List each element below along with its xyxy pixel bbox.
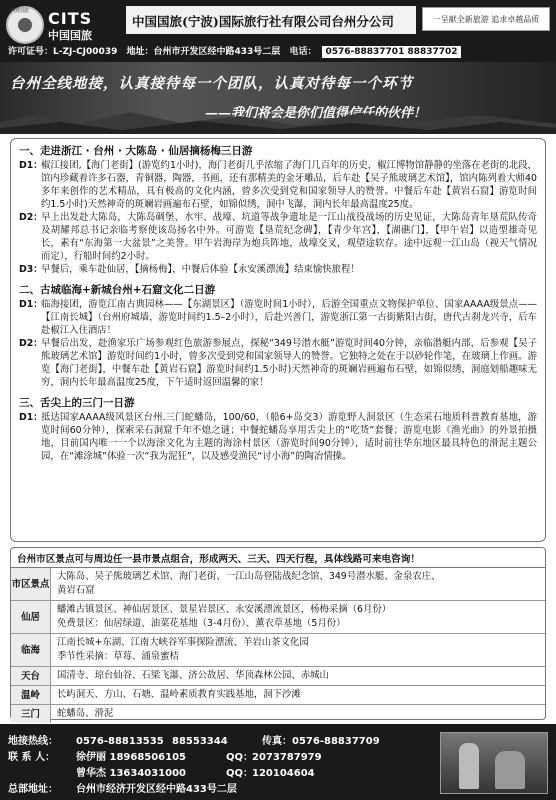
tour-1-day-3: [19, 263, 537, 276]
attraction-line: 蟠滩古镇景区、神仙居景区、景星岩景区、永安溪漂流景区，杨梅采摘（6月份）: [57, 604, 392, 615]
contact-label: 联 系 人：: [8, 752, 55, 763]
fax-label: 传真：: [262, 736, 292, 747]
contact-2: 曾华杰 13634031000: [76, 768, 187, 779]
attraction-row-city: [11, 568, 545, 601]
rock-landscape-image: [440, 732, 548, 794]
attraction-line: 免费景区：仙居绿道、油菜花基地（3-4月份）、薰衣草基地（5月份）: [57, 618, 346, 629]
tour-3-day-1: [19, 411, 537, 463]
attraction-row-xianju: [11, 601, 545, 634]
banner-line-2: ——我们将会是你们值得信任的伙伴！: [205, 106, 427, 121]
day-text: 椒江接团,【海门老街】(游览约1小时)，海门老街几乎浓缩了海门几百年的历史，椒江博物馆静静的坐落在老街的北段，馆内珍藏着许多石器，青铜器，陶器，书画，还有那精美的金牙雕品，后车赴【吴子熊玻璃艺术馆】，馆内陈列着大师40多年来创作的艺术精品，具有极高的文化内涵，曾多次受到党和国家领导人的赞誉。中餐后车赴【黄岩石窟】游览时间约1.5小时)天然神奇的斑斓岩画遍布石壁，如锦似绣，洞中飞瀑，洞内长年最高温度25度。: [41, 160, 537, 210]
logo-small-text: 中国国旅: [9, 8, 30, 14]
tour-1-day-1: [19, 159, 537, 211]
fax-value: 0576-88837709: [292, 736, 380, 747]
tour-2-title: 二、古城临海+新城台州+石窟文化二日游: [19, 284, 216, 296]
hotline-1: 0576-88813535: [76, 736, 164, 747]
phone-label: 电话：: [289, 47, 317, 57]
day-text: 早上出发赴大陈岛，大陈岛碉堡、水牢、战壕、坑道等战争遗址是一江山战役战场的历史见证，大陈岛青年垦荒队传奇及胡耀邦总书记亲临考察使该岛扬名中外。可游览【垦荒纪念碑】，【青少年宫】，【湖礁门】，【甲午岩】以造型雄奇见长，素有“东海第一大盆景”之美誉。甲午岩海岸为炮兵阵地，战壕交叉，观望途软存。途中远观一江山岛（视天气情况而定），行船时间约2小时。: [41, 212, 537, 262]
attraction-category: 仙居: [11, 601, 51, 633]
day-label: D2：: [19, 338, 43, 349]
attraction-line: 江南长城+东湖、江南大峡谷军事探险漂流、羊岩山茶文化园: [57, 637, 309, 648]
attraction-line: 长屿洞天、方山、石塘、温岭素质教育实践基地，洞下沙滩: [57, 689, 301, 700]
hq-address-row: [8, 780, 237, 795]
slogan-banner: [0, 62, 556, 134]
company-name: 中国国旅(宁波)国际旅行社有限公司台州分公司: [126, 6, 416, 34]
attraction-line: 黄岩石窟: [57, 585, 95, 596]
attraction-line: 蛇蟠岛、滑泥: [57, 708, 114, 719]
day-text: 早餐后出发，赴渔家乐广场参观红色旅游参展点，探秘“349号潜水艇”游览时间40分钟，亲临潜艇内部，后参观【吴子熊玻璃艺术馆】游览时间约1小时，曾多次受到党和国家领导人的赞誉。它独特之处在于以砂轮作笔，在玻璃上作画。游览【海门老街】，中餐车赴【黄岩石窟】游览时间约1.5小时)天然神奇的斑斓岩画遍布石壁，如锦似绣，洞庭划船趣味无穷，洞内长年最高温度25度，下午适时返回温馨的家！: [41, 338, 537, 388]
hq-label: 总部地址：: [8, 784, 58, 795]
contact-row-1: [8, 748, 322, 763]
brand-en: CITS: [48, 9, 93, 28]
tour-2-day-2: [19, 337, 537, 389]
license-row: [8, 44, 467, 57]
license-number: 许可证号：L-ZJ-CJ00039: [8, 47, 118, 57]
qq-1: 2073787979: [252, 752, 322, 763]
contact-1: 徐伊丽 18968506105: [76, 752, 187, 763]
attractions-table: [10, 547, 546, 720]
day-label: D1：: [19, 299, 43, 310]
banner-line-1: 台州全线地接，认真接待每一个团队，认真对待每一个环节: [10, 75, 413, 92]
phone-value: 0576-88837701 88837702: [322, 46, 460, 58]
mountains-image: [0, 104, 556, 134]
attraction-line: 国清寺、琼台仙谷、石梁飞瀑、济公故居、华顶森林公园、赤城山: [57, 670, 329, 681]
day-label: D1：: [19, 160, 43, 171]
itinerary-panel: [10, 138, 546, 542]
day-label: D1：: [19, 412, 43, 423]
attraction-row-sanmen: [11, 705, 545, 723]
attraction-category: 三门: [11, 705, 51, 723]
slogan: 一呈献全新旅游 追求卓越品质: [422, 7, 550, 31]
qq-2: 120104604: [252, 768, 315, 779]
day-text: 抵达国家AAAA级风景区台州.三门蛇蟠岛，100/60，（船6+岛交3）游览野人洞景区（生态采石地质科普教育基地，游览时间60分钟），探索采石洞窟千年不熄之谜；中餐蛇蟠岛享用舌尖上的“吃货”套餐；游览电影《渔光曲》的外景拍摄地，目前国内唯一一个以海涂文化为主题的海涂村景区（游览时间90分钟），适时前往华东地区最具特色的滑泥主题公园，在“滩涂城”体验一次“我为泥狂”，以及感受渔民“讨小海”的陶冶情操。: [41, 412, 537, 462]
hq-address: 台州市经济开发区经中路433号二层: [76, 784, 237, 795]
attraction-row-tiantai: [11, 667, 545, 686]
day-label: D2：: [19, 212, 43, 223]
hotline-row: [8, 732, 380, 747]
qq-label: QQ：: [226, 768, 254, 779]
attractions-heading: 台州市区景点可与周边任一县市景点组合，形成两天、三天、四天行程，具体线路可来电咨询！: [11, 548, 545, 568]
header-address: 地址：台州市开发区经中路433号二层: [126, 47, 281, 57]
day-text: 早餐后，乘车赴仙居，【摘杨梅】，中餐后体验【永安溪漂流】结束愉快旅程！: [41, 264, 360, 275]
attraction-category: 临海: [11, 634, 51, 666]
attraction-category: 温岭: [11, 686, 51, 704]
attraction-line: 季节性采摘：草莓、涌泉蜜桔: [57, 651, 179, 662]
qq-label: QQ：: [226, 752, 254, 763]
tour-3-title: 三、舌尖上的三门一日游: [19, 397, 135, 409]
tour-1-title: 一、走进浙江 · 台州 · 大陈岛 · 仙居摘杨梅三日游: [19, 145, 253, 157]
day-text: 临海接团，游览江南古典园林——【东湖景区】（游览时间1小时），后游全国重点文物保护单位、国家AAAA级景点——【江南长城】（台州府城墙，游览时间约1.5–2小时），后赴兴善门，游览浙江第一古街紫阳古街，唐代古刹龙兴寺，后车赴椒江入住酒店！: [41, 299, 537, 336]
footer: [0, 724, 556, 800]
attraction-row-wenling: [11, 686, 545, 705]
tour-1-day-2: [19, 211, 537, 263]
attraction-line: 大陈岛、吴子熊玻璃艺术馆、海门老街、一江山岛登陆战纪念馆、349号潜水艇、金泉农庄、: [57, 571, 441, 582]
hotline-label: 地接热线：: [8, 736, 58, 747]
day-label: D3：: [19, 264, 43, 275]
attraction-row-linhai: [11, 634, 545, 667]
globe-icon: [18, 18, 32, 32]
tour-2-day-1: [19, 298, 537, 337]
attraction-category: 市区景点: [11, 568, 51, 600]
contact-row-2: [8, 764, 315, 779]
hotline-2: 88553344: [172, 736, 228, 747]
attraction-category: 天台: [11, 667, 51, 685]
brand-cn: 中国国旅: [48, 29, 92, 42]
